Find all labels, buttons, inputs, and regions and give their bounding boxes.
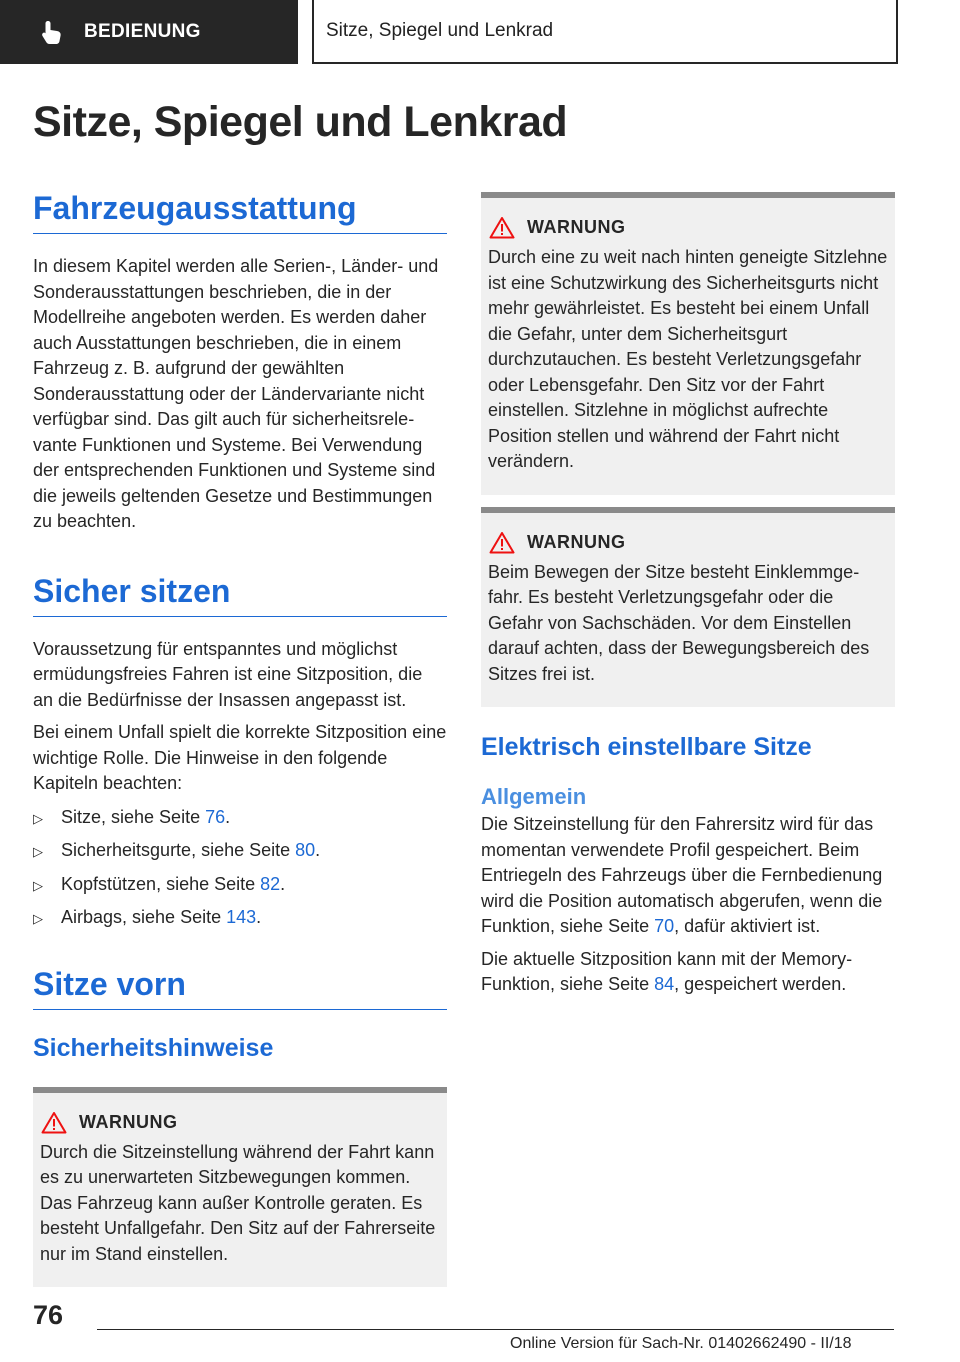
list-item-text: Sicherheitsgurte, siehe Seite [61,840,296,860]
triangle-bullet-icon: ▷ [33,911,43,926]
online-version-text: Online Version für Sach-Nr. 01402662490 - II/18 [510,1335,852,1352]
warning-text: Beim Bewegen der Sitze besteht Einklemmgefahr. Es besteht Verletzungsgefahr oder die Gefahr von Sachschäden. Vor dem Einstellen darauf achten, dass der Bewegungsbereich des Sitzes frei ist. [488,561,870,684]
list-item-end: . [256,907,262,927]
heading-sicherheitshinweise: Sicherheitshinweise [33,1033,274,1062]
triangle-bullet-icon: ▷ [33,844,43,859]
page-footer [0,1290,960,1362]
left-column [33,190,447,1287]
section-tab-label: BEDIENUNG [84,21,201,42]
fahrzeugausstattung-text: In diesem Kapitel werden alle Serien-, Länder- und Sonderausstattungen beschrieben, die in der Modellreihe angeboten werden. Es werden daher auch Ausstattungen beschrieben, die in einem Fahrzeug z. B. aufgrund der gewählten Sonderausstattung oder der Ländervariante nicht verfügbar sind. Das gilt auch für sicherheitsrelevante Funktionen und Systeme. Bei Verwendung der entsprechenden Funktionen und Systeme sind die jeweils geltenden Gesetze und Bestimmungen zu beachten. [33,256,439,531]
sicher-sitzen-text-2: Bei einem Unfall spielt die korrekte Sitzposition eine wichtige Rolle. Die Hinweise in den folgende Kapiteln beachten: [33,722,447,793]
warning-text: Durch eine zu weit nach hinten geneigte Sitzlehne ist eine Schutzwirkung des Sicherheitsgurts nicht mehr gewährleistet. Es besteht bei einem Unfall die Gefahr, unter dem Sicherheitsgurt durchzutauchen. Es besteht Verletzungsgefahr oder Lebensgefahr. Den Sitz vor der Fahrt einstellen. Sitzlehne in möglichst aufrechte Position stellen und während der Fahrt nicht verändern. [488,247,888,471]
page-link[interactable]: 84 [654,974,675,994]
reference-list [33,805,447,932]
warning-header [41,1111,440,1134]
pointing-hand-icon [38,18,66,46]
warning-box-einklemmgefahr [481,507,895,708]
list-item [33,805,447,832]
page-number: 76 [33,1300,64,1330]
list-item-end: . [225,806,231,827]
list-item [33,872,447,899]
warning-title: WARNUNG [79,1111,178,1132]
allgemein-text-2 [481,947,895,998]
heading-elektrisch-einstellbare-sitze: Elektrisch einstellbare Sitze [481,733,812,761]
section-tab[interactable] [0,0,298,64]
triangle-bullet-icon: ▷ [33,877,43,893]
heading-sitze-vorn: Sitze vorn [33,966,447,1010]
page-link[interactable]: 76 [205,806,226,827]
allgemein-text-2-end: , gespeichert werden. [674,974,847,994]
footer-divider [97,1329,894,1330]
chapter-tab[interactable] [312,0,898,64]
list-item-text: Sitze, siehe Seite [61,806,206,827]
warning-header [489,531,888,554]
header-bar [0,0,896,66]
page-title: Sitze, Spiegel und Lenkrad [33,98,568,146]
page-link[interactable]: 70 [654,916,675,936]
list-item-text: Airbags, siehe Seite [61,907,227,927]
sicher-sitzen-text-1: Voraussetzung für entspanntes und möglichst ermüdungsfreies Fahren ist eine Sitzposition, die an die Bedürfnisse der Insassen angepasst ist. [33,638,423,710]
right-column [481,190,895,998]
heading-fahrzeugausstattung: Fahrzeugausstattung [33,190,447,234]
warning-header [489,216,888,239]
warning-box-sitzeinstellung [33,1087,447,1288]
warning-triangle-icon [489,216,515,239]
allgemein-text-2-start: Die aktuelle Sitzposition kann mit der Memory-Funktion, siehe Seite [481,948,853,994]
warning-title: WARNUNG [527,531,626,552]
warning-title: WARNUNG [527,217,626,237]
warning-box-sitzlehne [481,192,895,495]
warning-text: Durch die Sitzeinstellung während der Fahrt kann es zu unerwarteten Sitzbewegungen kommen. Das Fahrzeug kann außer Kontrolle geraten. Es besteht Unfallgefahr. Den Sitz auf der Fahrerseite nur im Stand einstellen. [40,1141,436,1264]
list-item-end: . [315,840,321,860]
warning-triangle-icon [41,1111,67,1134]
chapter-tab-label: Sitze, Spiegel und Lenkrad [326,20,554,41]
warning-triangle-icon [489,531,515,554]
triangle-bullet-icon: ▷ [33,810,43,826]
list-item [33,838,447,865]
page-link[interactable]: 80 [295,840,316,860]
heading-sicher-sitzen: Sicher sitzen [33,573,447,617]
allgemein-text-1 [481,812,895,940]
allgemein-text-1-start: Die Sitzeinstellung für den Fahrersitz wird für das momentan verwendete Profil gespeichert. Beim Entriegeln des Fahrzeugs über die Fernbedienung wird die Position automatisch abgerufen, wenn die Funktion, siehe Seite [481,814,883,936]
list-item-text: Kopfstützen, siehe Seite [61,873,261,894]
list-item [33,905,447,932]
heading-allgemein: Allgemein [481,784,587,809]
page-link[interactable]: 82 [260,873,281,894]
page-link[interactable]: 143 [226,907,257,927]
list-item-end: . [280,873,286,894]
allgemein-text-1-end: , dafür aktiviert ist. [674,916,821,936]
